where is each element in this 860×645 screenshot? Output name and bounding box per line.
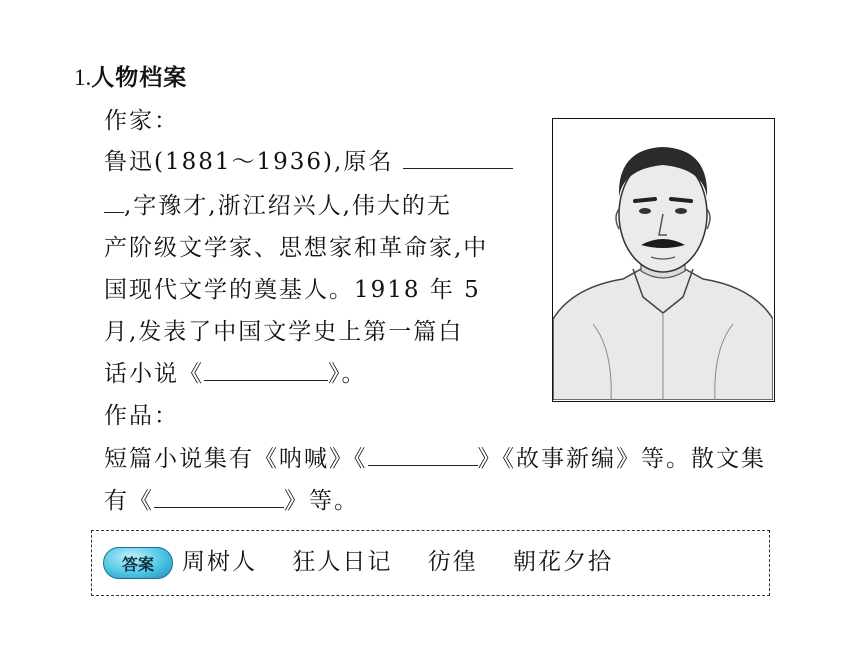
- section-heading: [74, 62, 187, 94]
- answer-item: 狂人日记: [292, 549, 393, 575]
- bio-line-3: 产阶级文学家、思想家和革命家,中: [104, 235, 489, 261]
- answer-blank[interactable]: [104, 190, 124, 213]
- bio-line-1: [104, 146, 513, 178]
- works-text: 短篇小说集有《呐喊》《: [104, 446, 368, 472]
- answer-blank[interactable]: [403, 146, 513, 169]
- bio-line-4: 国现代文学的奠基人。1918 年 5: [104, 277, 481, 303]
- answer-blank[interactable]: [154, 485, 284, 508]
- answer-item: 彷徨: [427, 549, 478, 575]
- author-label: 作家：: [104, 108, 179, 134]
- works-text: 有《: [104, 488, 154, 514]
- answer-list: [182, 546, 639, 578]
- bio-line-6: [104, 358, 367, 390]
- works-line-2: [104, 485, 359, 517]
- bio-text: ,字豫才,浙江绍兴人,伟大的无: [124, 193, 452, 219]
- section-title: 人物档案: [91, 65, 188, 91]
- bio-text: 鲁迅(1881～1936),原名: [104, 149, 394, 175]
- bio-text: 话小说《: [104, 361, 204, 387]
- answer-blank[interactable]: [368, 443, 478, 466]
- works-text: 》《故事新编》等。散文集: [477, 446, 766, 472]
- works-label: 作品：: [104, 403, 179, 429]
- answer-blank[interactable]: [204, 358, 328, 381]
- bio-text: 》。: [328, 361, 367, 387]
- answer-badge: 答案: [103, 547, 173, 579]
- answer-item: 朝花夕拾: [512, 549, 613, 575]
- works-text: 》等。: [284, 488, 359, 514]
- section-number: 1.: [74, 65, 92, 90]
- works-line-1: [104, 443, 766, 475]
- portrait-illustration: [553, 119, 773, 400]
- bio-line-5: 月,发表了中国文学史上第一篇白: [104, 319, 464, 345]
- answer-item: 周树人: [182, 549, 257, 575]
- author-portrait: [552, 118, 775, 402]
- bio-line-2: [104, 190, 452, 222]
